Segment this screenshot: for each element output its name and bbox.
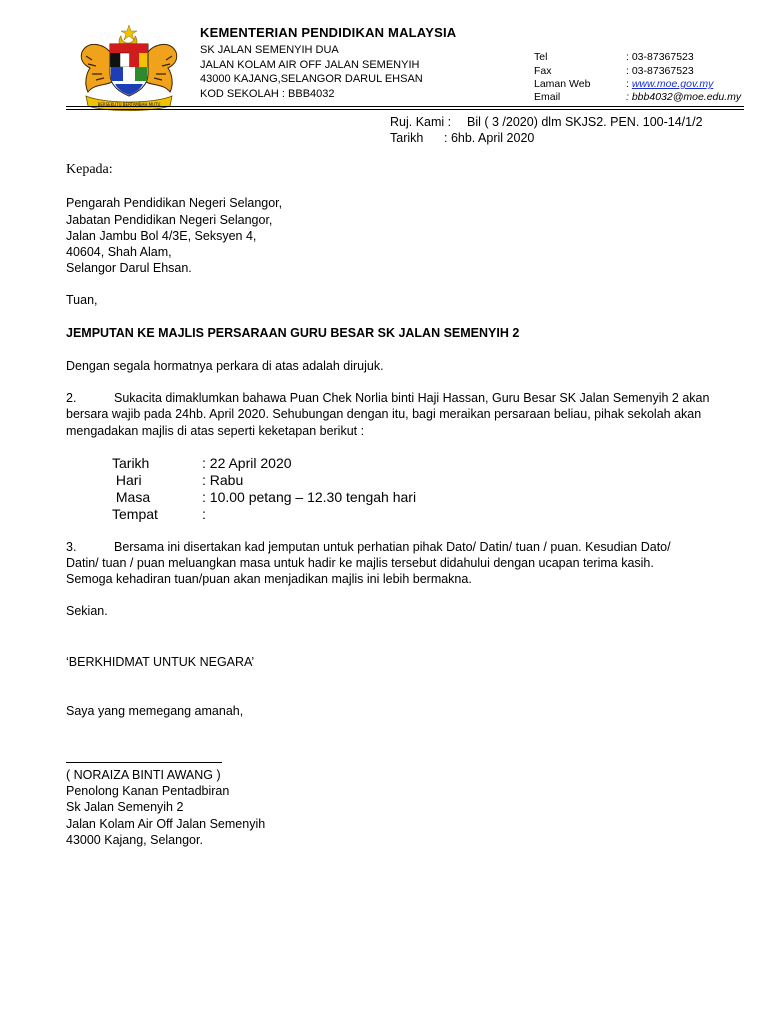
trust-line: Saya yang memegang amanah, xyxy=(66,704,244,718)
header-divider xyxy=(66,109,744,110)
detail-value-hari: : Rabu xyxy=(202,472,244,488)
detail-label-tarikh: Tarikh xyxy=(112,455,150,471)
address-line: JALAN KOLAM AIR OFF JALAN SEMENYIH xyxy=(200,59,420,71)
letter-subject: JEMPUTAN KE MAJLIS PERSARAAN GURU BESAR SK JALAN SEMENYIH 2 xyxy=(66,326,520,340)
website-label: Laman Web xyxy=(534,78,591,90)
school-code: KOD SEKOLAH : BBB4032 xyxy=(200,88,335,100)
paragraph-number: 3. xyxy=(66,540,77,554)
signatory-address: 43000 Kajang, Selangor. xyxy=(66,833,203,847)
website-prefix: : xyxy=(626,78,632,90)
fax-value: : 03-87367523 xyxy=(626,65,694,77)
paragraph-2-line: mengadakan majlis di atas seperti keketapan berikut : xyxy=(66,424,365,438)
closing: Sekian. xyxy=(66,604,108,618)
detail-label-hari: Hari xyxy=(112,472,142,488)
recipient-line: Selangor Darul Ehsan. xyxy=(66,261,192,275)
tarikh-value: : 6hb. April 2020 xyxy=(444,131,535,145)
paragraph-3-line xyxy=(66,540,671,554)
detail-value-tempat: : xyxy=(202,506,206,522)
paragraph-number: 2. xyxy=(66,391,77,405)
fax-label: Fax xyxy=(534,65,552,77)
detail-value-tarikh: : 22 April 2020 xyxy=(202,455,292,471)
email-label: Email xyxy=(534,91,561,103)
recipient-line: Jabatan Pendidikan Negeri Selangor, xyxy=(66,213,273,227)
header-divider xyxy=(66,106,744,107)
recipient-line: Pengarah Pendidikan Negeri Selangor, xyxy=(66,196,283,210)
paragraph-2-line xyxy=(66,391,709,405)
salutation: Tuan, xyxy=(66,293,98,307)
ruj-label: Ruj. Kami : xyxy=(390,115,452,129)
detail-label-tempat: Tempat xyxy=(112,506,158,522)
coat-of-arms-icon xyxy=(74,22,184,112)
website-value xyxy=(626,78,713,90)
detail-label-masa: Masa xyxy=(112,489,151,505)
signatory-school: Sk Jalan Semenyih 2 xyxy=(66,800,184,814)
opening-line: Dengan segala hormatnya perkara di atas adalah dirujuk. xyxy=(66,359,384,373)
address-line: 43000 KAJANG,SELANGOR DARUL EHSAN xyxy=(200,73,423,85)
svg-text:BERSEKUTU BERTAMBAH MUTU: BERSEKUTU BERTAMBAH MUTU xyxy=(97,102,161,107)
tel-value: : 03-87367523 xyxy=(626,51,694,63)
email-value: : bbb4032@moe.edu.my xyxy=(626,91,742,103)
paragraph-3-line: Semoga kehadiran tuan/puan akan menjadikan majlis ini lebih bermakna. xyxy=(66,572,472,586)
school-name: SK JALAN SEMENYIH DUA xyxy=(200,44,339,56)
recipient-line: Jalan Jambu Bol 4/3E, Seksyen 4, xyxy=(66,229,257,243)
kepada-label: Kepada: xyxy=(66,162,113,177)
recipient-line: 40604, Shah Alam, xyxy=(66,245,172,259)
paragraph-text: Sukacita dimaklumkan bahawa Puan Chek Norlia binti Haji Hassan, Guru Besar SK Jalan Semenyih 2 akan xyxy=(114,391,710,405)
paragraph-3-line: Datin/ tuan / puan meluangkan masa untuk hadir ke majlis tersebut didahului dengan ucapan terima kasih. xyxy=(66,556,654,570)
signatory-address: Jalan Kolam Air Off Jalan Semenyih xyxy=(66,817,266,831)
motto: ‘BERKHIDMAT UNTUK NEGARA’ xyxy=(66,655,255,669)
signatory-name: ( NORAIZA BINTI AWANG ) xyxy=(66,768,221,782)
paragraph-2-line: bersara wajib pada 24hb. April 2020. Sehubungan dengan itu, bagi meraikan persaraan beliau, pihak sekolah akan xyxy=(66,407,702,421)
website-link[interactable]: www.moe.gov.my xyxy=(631,78,714,90)
signatory-title: Penolong Kanan Pentadbiran xyxy=(66,784,230,798)
signature-line xyxy=(66,762,222,763)
tarikh-label: Tarikh xyxy=(390,131,424,145)
ministry-title: KEMENTERIAN PENDIDIKAN MALAYSIA xyxy=(200,25,457,40)
paragraph-text: Bersama ini disertakan kad jemputan untuk perhatian pihak Dato/ Datin/ tuan / puan. Kesudian Dato/ xyxy=(114,540,671,554)
ruj-value: Bil ( 3 /2020) dlm SKJS2. PEN. 100-14/1/2 xyxy=(467,115,703,129)
detail-value-masa: : 10.00 petang – 12.30 tengah hari xyxy=(202,489,417,505)
tel-label: Tel xyxy=(534,51,548,63)
